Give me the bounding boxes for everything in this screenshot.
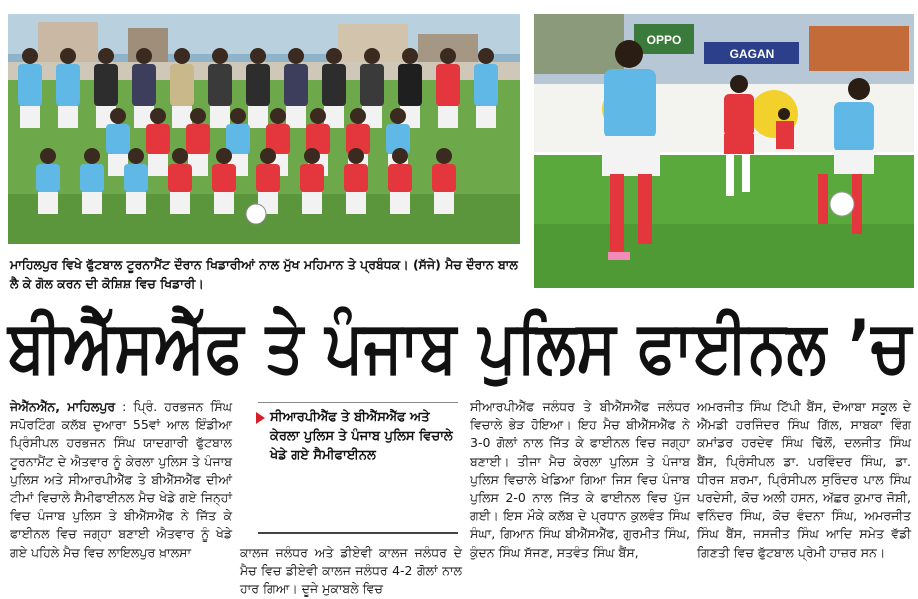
- photo-caption: ਮਾਹਿਲਪੁਰ ਵਿਖੇ ਫੁੱਟਬਾਲ ਟੂਰਨਾਮੈਂਟ ਦੌਰਾਨ ਖਿਡਾਰੀਆਂ ਨਾਲ ਮੁੱਖ ਮਹਿਮਾਨ ਤੇ ਪ੍ਰਬੰਧਕ। (ਸੱਜੇ) ਮੈਚ ਦੌਰਾਨ ਬਾਲ ਲੈ ਕੇ ਗੋਲ ਕਰਨ ਦੀ ਕੋਸ਼ਿਸ਼ ਵਿਚ ਖਿਡਾਰੀ।: [10, 257, 518, 291]
- article-column-1: [10, 398, 232, 586]
- callout-box: [258, 408, 458, 465]
- callout-text: ਸੀਆਰਪੀਐੱਫ ਤੇ ਬੀਐੱਸਐੱਫ ਅਤੇ ਕੇਰਲਾ ਪੁਲਿਸ ਤੇ ਪੰਜਾਬ ਪੁਲਿਸ ਵਿਚਾਲੇ ਖੇਡੇ ਗਏ ਸੈਮੀਫਾਈਨਲ: [270, 410, 453, 463]
- article-col1-text: : ਪ੍ਰਿੰ. ਹਰਭਜਨ ਸਿੰਘ ਸਪੋਰਟਿੰਗ ਕਲੱਬ ਦੁਆਰਾ 55ਵਾਂ ਆਲ ਇੰਡੀਆ ਪ੍ਰਿੰਸੀਪਲ ਹਰਭਜਨ ਸਿੰਘ ਯਾਦਗਾਰੀ ਫੁੱਟਬਾਲ ਟੂਰਨਾਮੈਂਟ ਦੇ ਐਤਵਾਰ ਨੂੰ ਕੇਰਲਾ ਪੁਲਿਸ ਤੇ ਪੰਜਾਬ ਪੁਲਿਸ ਅਤੇ ਸੀਆਰਪੀਐੱਫ ਤੇ ਬੀਐੱਸਐੱਫ ਦੀਆਂ ਟੀਮਾਂ ਵਿਚਾਲੇ ਸੈਮੀਫਾਈਨਲ ਮੈਚ ਖੇਡੇ ਗਏ ਜਿਨ੍ਹਾਂ ਵਿਚ ਪੰਜਾਬ ਪੁਲਿਸ ਤੇ ਬੀਐੱਸਐੱਫ ਨੇ ਜਿੱਤ ਕੇ ਫਾਈਨਲ ਵਿਚ ਜਗ੍ਹਾ ਬਣਾਈ ਐਤਵਾਰ ਨੂੰ ਖੇਡੇ ਗਏ ਪਹਿਲੇ ਮੈਚ ਵਿਚ ਲਾਇਲਪੁਰ ਖ਼ਾਲਸਾ: [10, 399, 232, 560]
- dateline: ਜੇਐੱਨਐੱਨ, ਮਾਹਿਲਪੁਰ: [10, 399, 116, 414]
- callout-bottom-rule: [258, 532, 458, 534]
- headline: ਬੀਐੱਸਐੱਫ ਤੇ ਪੰਜਾਬ ਪੁਲਿਸ ਫਾਈਨਲ ’ਚ: [8, 304, 912, 388]
- team-group-photo: [8, 14, 520, 244]
- oppo-sign: OPPO: [646, 33, 682, 47]
- callout-top-rule: [258, 402, 458, 403]
- match-action-photo: [534, 14, 914, 288]
- article-column-2: ਕਾਲਜ ਜਲੰਧਰ ਅਤੇ ਡੀਏਵੀ ਕਾਲਜ ਜਲੰਧਰ ਦੇ ਮੈਚ ਵਿਚ ਡੀਏਵੀ ਕਾਲਜ ਜਲੰਧਰ 4-2 ਗੋਲਾਂ ਨਾਲ ਹਾਰ ਗਿਆ। ਦੂਜੇ ਮੁਕਾਬਲੇ ਵਿਚ: [240, 545, 462, 597]
- article-column-3: ਸੀਆਰਪੀਐੱਫ ਜਲੰਧਰ ਤੇ ਬੀਐੱਸਐੱਫ ਜਲੰਧਰ ਵਿਚਾਲੇ ਭੇੜ ਹੋਇਆ। ਇਹ ਮੈਚ ਬੀਐੱਸਐੱਫ ਨੇ 3-0 ਗੋਲਾਂ ਨਾਲ ਜਿੱਤ ਕੇ ਫਾਈਨਲ ਵਿਚ ਜਗ੍ਹਾ ਬਣਾਈ। ਤੀਜਾ ਮੈਚ ਕੇਰਲਾ ਪੁਲਿਸ ਤੇ ਪੰਜਾਬ ਪੁਲਿਸ ਵਿਚਾਲੇ ਖੇਡਿਆ ਗਿਆ ਜਿਸ ਵਿਚ ਪੰਜਾਬ ਪੁਲਿਸ 2-0 ਨਾਲ ਜਿੱਤ ਕੇ ਫਾਈਨਲ ਵਿਚ ਪੁੱਜ ਗਈ। ਇਸ ਮੌਕੇ ਕਲੱਬ ਦੇ ਪ੍ਰਧਾਨ ਕੁਲਵੰਤ ਸਿੰਘ ਸੰਘਾ, ਗਿਆਨ ਸਿੰਘ ਬੀਐੱਸਐੱਫ, ਗੁਰਮੀਤ ਸਿੰਘ, ਕੁੰਦਨ ਸਿੰਘ ਸੱਜਣ, ਸਤਵੰਤ ਸਿੰਘ ਬੈਂਸ,: [470, 399, 690, 560]
- article-column-4: ਅਮਰਜੀਤ ਸਿੰਘ ਟਿੱਪੀ ਬੈਂਸ, ਦੋਆਬਾ ਸਕੂਲ ਦੇ ਐੱਮਡੀ ਹਰਜਿੰਦਰ ਸਿੰਘ ਗਿੱਲ, ਸਾਬਕਾ ਵਿੰਗ ਕਮਾਂਡਰ ਹਰਦੇਵ ਸਿੰਘ ਢਿੱਲੋਂ, ਦਲਜੀਤ ਸਿੰਘ ਬੈਂਸ, ਪ੍ਰਿੰਸੀਪਲ ਡਾ. ਪਰਵਿੰਦਰ ਸਿੰਘ, ਡਾ. ਧੀਰਜ ਸ਼ਰਮਾ, ਪ੍ਰਿੰਸੀਪਲ ਸੁਰਿੰਦਰ ਪਾਲ ਸਿੰਘ ਪਰਦੇਸੀ, ਕੋਚ ਅਲੀ ਹਸਨ, ਅੱਛਰ ਕੁਮਾਰ ਜੋਸ਼ੀ, ਵਨਿੰਦਰ ਸਿੰਘ, ਕੋਚ ਵੰਦਨਾ ਸਿੰਘ, ਅਮਰਜੀਤ ਸਿੰਘ ਬੈਂਸ, ਜਸਜੀਤ ਸਿੰਘ ਆਦਿ ਸਮੇਤ ਵੱਡੀ ਗਿਣਤੀ ਵਿਚ ਫੁੱਟਬਾਲ ਪ੍ਰੇਮੀ ਹਾਜ਼ਰ ਸਨ।: [697, 399, 911, 560]
- callout-arrow-icon: [256, 412, 265, 424]
- gagan-sign: GAGAN: [729, 47, 775, 61]
